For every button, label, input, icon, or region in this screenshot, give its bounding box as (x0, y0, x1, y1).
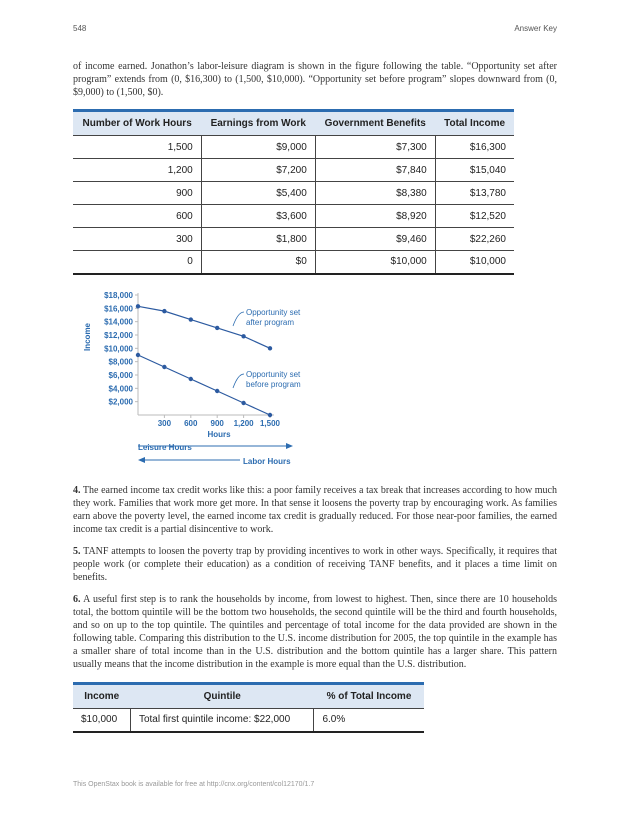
paragraph-text: TANF attempts to loosen the poverty trap by providing incentives to work in other ways. Specifically, it requires that people work (or complete their education) as a condition of receiving TANF benefits, and it places a time limit on benefits. (73, 546, 557, 583)
column-header: Earnings from Work (201, 111, 315, 136)
paragraph-number: 5. (73, 546, 81, 557)
table-row (73, 251, 514, 274)
cell-total: $10,000 (435, 251, 514, 274)
cell-hours: 0 (73, 251, 201, 274)
y-tick-label: $12,000 (104, 331, 133, 340)
y-tick-label: $8,000 (108, 357, 133, 367)
table-row (73, 136, 514, 159)
paragraph-text: A useful first step is to rank the households by income, from lowest to highest. Then, since there are 10 households total, the bottom quintile will be the bottom two households, the second quintile will be the third and fourth households, and so on up to the top quintile. The quintiles and percentage of total income for the data provided are shown in the following table. Comparing this distribution to the U.S. income distribution for 2005, the top quintile in the example has a smaller share of total income than in the U.S. distribution and the bottom quintile has a larger share. This pattern usually means that the income distribution in the example is more equal than the U.S. distribution. (73, 594, 557, 670)
table-row (73, 228, 514, 251)
paragraph-5 (73, 545, 557, 584)
cell-earnings: $0 (201, 251, 315, 274)
y-tick-label: $4,000 (108, 384, 133, 394)
cell-total: $15,040 (435, 159, 514, 182)
data-point (241, 401, 245, 405)
cell-earnings: $5,400 (201, 182, 315, 205)
paragraph-6 (73, 593, 557, 671)
series-callout-line (233, 374, 244, 388)
cell-income: $10,000 (73, 709, 130, 732)
data-point (189, 377, 193, 381)
paragraph-number: 4. (73, 485, 81, 496)
column-header: % of Total Income (314, 684, 424, 709)
series-label: Opportunity set (246, 370, 301, 379)
intro-paragraph: of income earned. Jonathon’s labor-leisure diagram is shown in the figure following the table. “Opportunity set after program” extends from (0, $16,300) to (1,500, $10,000). “Opportunity set before program” slopes downward from (0, $9,000) to (1,500, $0). (73, 61, 557, 98)
x-tick-label: 300 (157, 419, 172, 428)
cell-benefits: $10,000 (315, 251, 435, 274)
series-label: after program (246, 318, 295, 327)
cell-earnings: $1,800 (201, 228, 315, 251)
table-header-row (73, 684, 424, 709)
column-header: Income (73, 684, 130, 709)
column-header: Number of Work Hours (73, 111, 201, 136)
labor-hours-label: Labor Hours (243, 457, 291, 466)
cell-earnings: $9,000 (201, 136, 315, 159)
work-income-table (73, 109, 514, 275)
table-row (73, 709, 424, 732)
data-point (136, 353, 140, 357)
data-point (268, 346, 272, 350)
cell-hours: 300 (73, 228, 201, 251)
cell-benefits: $7,300 (315, 136, 435, 159)
data-point (189, 317, 193, 321)
x-tick-label: 1,500 (259, 419, 281, 428)
y-tick-label: $16,000 (104, 304, 133, 314)
data-point (268, 413, 272, 417)
y-tick-label: $2,000 (108, 397, 133, 407)
table-row (73, 159, 514, 182)
cell-total: $12,520 (435, 205, 514, 228)
column-header: Total Income (435, 111, 514, 136)
y-tick-label: $18,000 (104, 291, 133, 300)
x-tick-label: 1,200 (233, 419, 254, 428)
leisure-arrow-head (286, 443, 293, 449)
labor-leisure-chart (80, 285, 330, 473)
y-tick-label: $6,000 (108, 371, 133, 380)
leisure-hours-label: Leisure Hours (138, 443, 192, 452)
cell-benefits: $8,920 (315, 205, 435, 228)
paragraph-text: The earned income tax credit works like this: a poor family receives a tax break that increases according to how much they work. Families that work more get more. In that sense it loosens the poverty trap by encouraging work. As families earn above the poverty level, the earned income tax credit is gradually reduced. For those near-poor families, the earned income tax credit is a partial disincentive to work. (73, 485, 557, 535)
cell-hours: 1,200 (73, 159, 201, 182)
column-header: Quintile (130, 684, 314, 709)
x-axis-label: Hours (207, 430, 231, 439)
y-axis-label: Income (83, 322, 92, 352)
data-point (215, 326, 219, 330)
x-tick-label: 900 (210, 419, 224, 428)
cell-percent: 6.0% (314, 709, 424, 732)
cell-benefits: $7,840 (315, 159, 435, 182)
series-label: Opportunity set (246, 308, 301, 317)
paragraph-number: 6. (73, 594, 81, 605)
cell-hours: 600 (73, 205, 201, 228)
cell-quintile: Total first quintile income: $22,000 (130, 709, 314, 732)
data-point (136, 304, 140, 308)
data-point (162, 365, 166, 369)
cell-benefits: $9,460 (315, 228, 435, 251)
footer-note: This OpenStax book is available for free at http://cnx.org/content/col12170/1.7 (73, 781, 315, 788)
table-row (73, 205, 514, 228)
data-point (241, 334, 245, 338)
quintile-table (73, 682, 424, 733)
cell-earnings: $7,200 (201, 159, 315, 182)
data-point (162, 309, 166, 313)
cell-hours: 900 (73, 182, 201, 205)
page-number: 548 (73, 24, 87, 33)
table-header-row (73, 111, 514, 136)
cell-earnings: $3,600 (201, 205, 315, 228)
labor-arrow-head (138, 457, 145, 463)
y-tick-label: $14,000 (104, 317, 133, 327)
data-point (215, 389, 219, 393)
cell-total: $13,780 (435, 182, 514, 205)
table-row (73, 182, 514, 205)
series-label: before program (246, 380, 301, 389)
y-tick-label: $10,000 (104, 344, 133, 354)
cell-benefits: $8,380 (315, 182, 435, 205)
series-callout-line (233, 312, 244, 326)
cell-hours: 1,500 (73, 136, 201, 159)
cell-total: $22,260 (435, 228, 514, 251)
cell-total: $16,300 (435, 136, 514, 159)
x-tick-label: 600 (184, 419, 198, 428)
paragraph-4 (73, 484, 557, 536)
section-title: Answer Key (514, 24, 557, 33)
column-header: Government Benefits (315, 111, 435, 136)
